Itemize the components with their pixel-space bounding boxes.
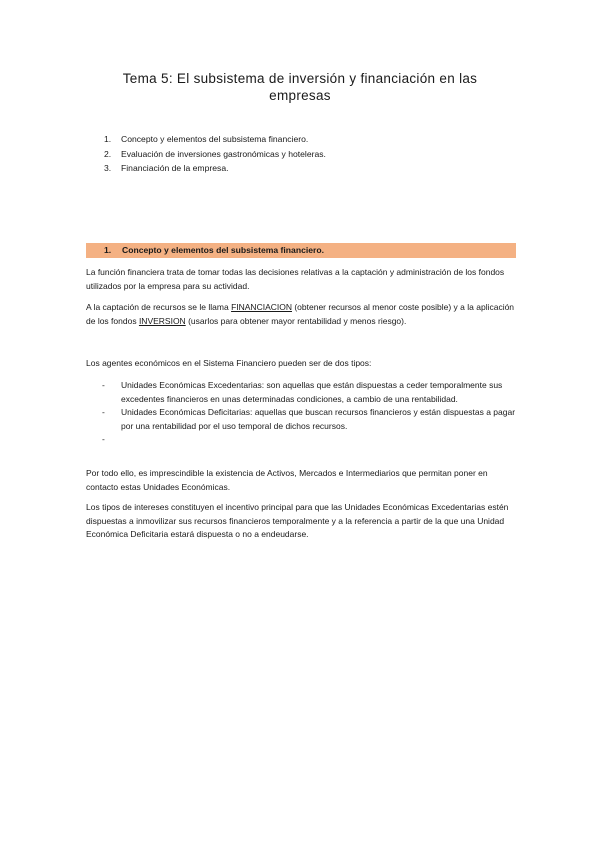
- term-inversion: INVERSION: [138, 315, 186, 326]
- paragraph-financial-function: La función financiera trata de tomar todas las decisiones relativas a la captación y administración de los fondos utilizados por la empresa para su actividad.: [86, 267, 505, 291]
- agents-list: [102, 379, 517, 447]
- list-item-text: Unidades Económicas Deficitarias: aquellas que buscan recursos financieros y están dispuestas a pagar por una rentabilidad por el uso temporal de dichos recursos.: [121, 407, 516, 431]
- list-item: [102, 433, 517, 447]
- paragraph-financing-investment: [86, 301, 516, 328]
- toc-item: [104, 161, 326, 176]
- list-item-text: Unidades Económicas Excedentarias: son aquellas que están dispuestas a ceder temporalmente sus excedentes financieros en unas determinadas condiciones, a cambio de una rentabilidad.: [121, 380, 503, 404]
- section-heading-bar: [86, 243, 516, 258]
- list-dash: -: [102, 407, 105, 417]
- toc-item: [104, 132, 326, 147]
- document-title: Tema 5: El subsistema de inversión y financiación en las empresas: [122, 71, 478, 103]
- toc-item: [104, 147, 326, 162]
- paragraph-economic-agents: Los agentes económicos en el Sistema Financiero pueden ser de dos tipos:: [86, 358, 372, 368]
- paragraph-text: A la captación de recursos se le llama: [86, 302, 232, 312]
- list-dash: -: [102, 380, 105, 390]
- paragraph-text: (obtener recursos al menor coste posible) y a la aplicación de los fondos: [86, 302, 515, 326]
- list-dash: -: [102, 434, 105, 444]
- toc-text: Evaluación de inversiones gastronómicas y hoteleras.: [121, 148, 326, 159]
- toc-number: 1.: [104, 134, 112, 144]
- term-financiacion: FINANCIACION: [231, 302, 292, 312]
- paragraph-interest-rates: Los tipos de intereses constituyen el incentivo principal para que las Unidades Económicas Excedentarias estén dispuestas a inmovilizar sus recursos financieros temporalmente y a la referencia a partir de la que una Unidad Económica Deficitaria estará dispuesta o no a endeudarse.: [86, 502, 509, 539]
- toc-text: Financiación de la empresa.: [121, 163, 229, 173]
- section-number: 1.: [104, 245, 112, 255]
- table-of-contents: [104, 132, 326, 176]
- section-heading: Concepto y elementos del subsistema financiero.: [122, 245, 325, 255]
- paragraph-conclusion: Por todo ello, es imprescindible la existencia de Activos, Mercados e Intermediarios que permitan poner en contacto estas Unidades Económicas.: [86, 468, 488, 492]
- toc-number: 3.: [104, 163, 112, 173]
- toc-number: 2.: [104, 148, 112, 159]
- list-item: [102, 406, 517, 433]
- paragraph-text: (usarlos para obtener mayor rentabilidad y menos riesgo).: [185, 315, 407, 326]
- toc-text: Concepto y elementos del subsistema financiero.: [121, 134, 309, 144]
- list-item: [102, 379, 517, 406]
